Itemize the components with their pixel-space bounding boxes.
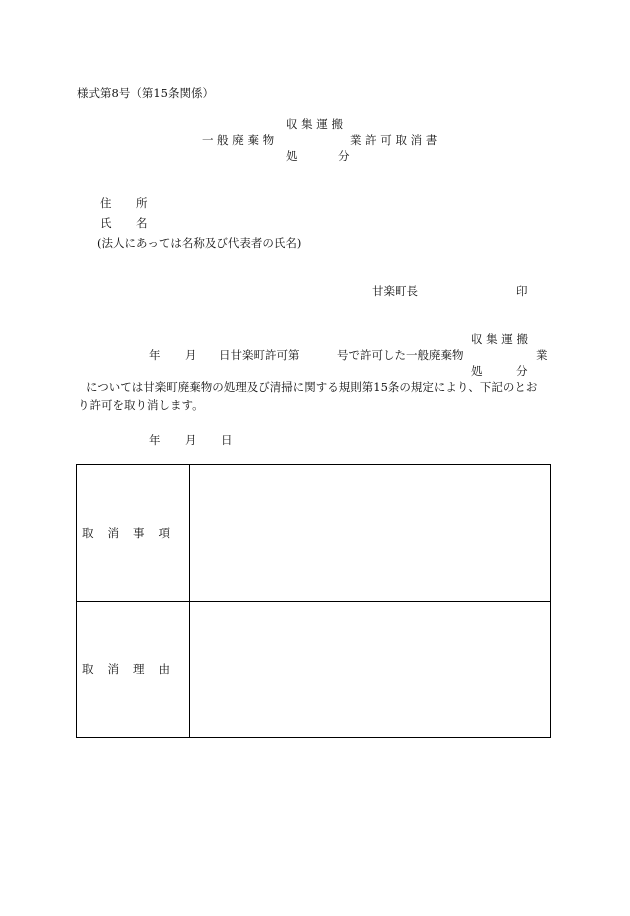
body-revocation-sentence: り許可を取り消します。: [78, 398, 204, 412]
corporation-note: (法人にあっては名称及び代表者の氏名): [97, 236, 302, 250]
title-disposal-char-2: 分: [338, 149, 350, 163]
address-label-char-1: 住: [100, 196, 112, 210]
revocation-matters-label-cell: [77, 465, 190, 602]
revocation-reason-label: 取消理由: [82, 662, 184, 677]
body-regulation-sentence: については甘楽町廃棄物の処理及び清掃に関する規則第15条の規定により、下記のとお: [86, 380, 538, 394]
table-row-reason: [77, 601, 551, 738]
date-year: 年: [149, 433, 161, 447]
issuer-title: 甘楽町長: [372, 284, 418, 298]
seal-mark: 印: [516, 284, 528, 298]
form-number-label: 様式第8号（第15条関係）: [77, 86, 214, 100]
title-line-collection-transport: 収 集 運 搬: [286, 117, 343, 131]
body-gyo: 業: [536, 348, 548, 362]
date-month: 月: [185, 433, 197, 447]
address-label-char-2: 所: [136, 196, 148, 210]
body-day-permit: 日甘楽町許可第: [219, 348, 300, 362]
table-row-matters: [77, 465, 551, 602]
title-general-waste: 一 般 廃 棄 物: [202, 133, 275, 147]
name-label-char-2: 名: [136, 216, 148, 230]
body-disposal-char-2: 分: [516, 364, 528, 378]
revocation-table: [76, 464, 551, 738]
body-collection-transport: 収 集 運 搬: [471, 332, 528, 346]
body-year: 年: [149, 348, 161, 362]
revocation-reason-content: [190, 601, 551, 738]
name-label-char-1: 氏: [100, 216, 112, 230]
body-disposal-char-1: 処: [471, 364, 483, 378]
body-permit-number-text: 号で許可した一般廃棄物: [337, 348, 464, 362]
revocation-matters-content: [190, 465, 551, 602]
revocation-reason-label-cell: [77, 601, 190, 738]
date-day: 日: [221, 433, 233, 447]
body-month: 月: [185, 348, 197, 362]
revocation-matters-label: 取消事項: [82, 525, 184, 540]
title-disposal-char-1: 処: [286, 149, 298, 163]
title-permit-revocation: 業 許 可 取 消 書: [350, 133, 438, 147]
